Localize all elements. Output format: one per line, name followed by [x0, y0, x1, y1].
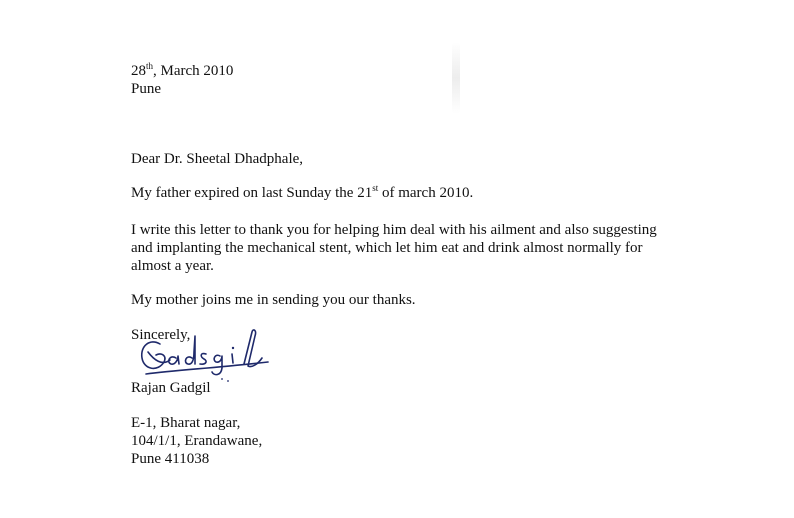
signer-name: Rajan Gadgil: [131, 380, 211, 396]
paragraph-1-suffix: st: [372, 183, 379, 193]
paragraph-3: My mother joins me in sending you our thanks.: [131, 292, 416, 308]
signature-text: Gadgil: [136, 322, 139, 323]
closing: Sincerely,: [131, 327, 191, 343]
paragraph-1-text: My father expired on last Sunday the 21: [131, 185, 373, 201]
paragraph-2-line-1: I write this letter to thank you for helping him deal with his ailment and also suggesting: [131, 222, 657, 238]
salutation: Dear Dr. Sheetal Dhadphale,: [131, 151, 304, 167]
paragraph-1: [131, 184, 473, 202]
address-line-3: Pune 411038: [131, 451, 210, 467]
date-suffix: th: [146, 61, 154, 71]
letter-place: Pune: [131, 81, 161, 97]
date-day: 28: [131, 63, 146, 79]
letter-date: [131, 62, 233, 80]
scan-artifact: [452, 42, 460, 114]
paragraph-2-line-3: almost a year.: [131, 258, 214, 274]
paragraph-1-rest: of march 2010.: [378, 185, 474, 201]
address-line-1: E-1, Bharat nagar,: [131, 415, 241, 431]
paragraph-2-line-2: and implanting the mechanical stent, which let him eat and drink almost normally for: [131, 240, 643, 256]
date-rest: , March 2010: [153, 63, 234, 79]
address-line-2: 104/1/1, Erandawane,: [131, 433, 263, 449]
